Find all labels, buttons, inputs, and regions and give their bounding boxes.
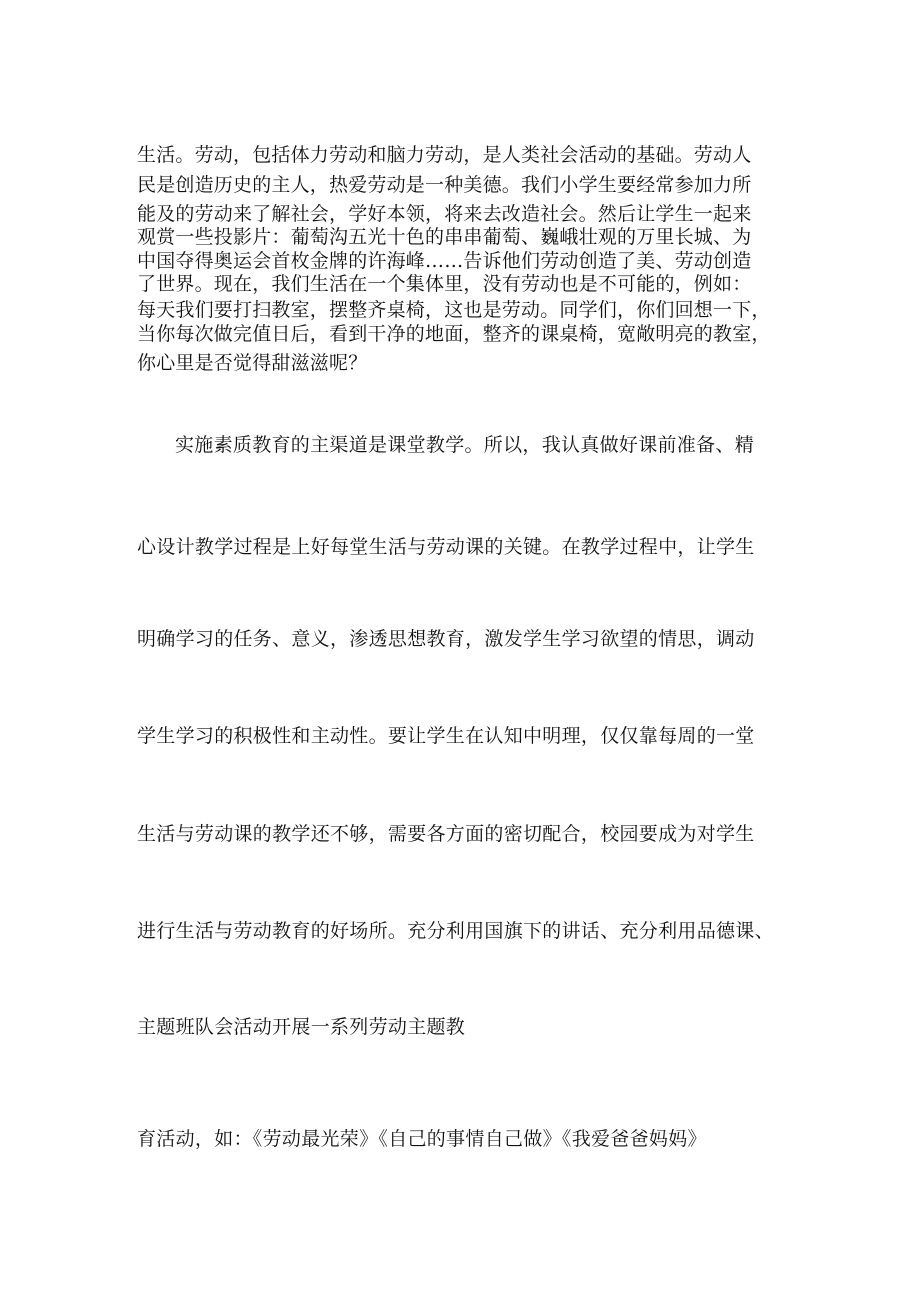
text-line: 心设计教学过程是上好每堂生活与劳动课的关键。在教学过程中，让学生 [137, 536, 755, 558]
text-line: 主题班队会活动开展一系列劳动主题教 [137, 1016, 466, 1038]
text-line: 每天我们要打扫教室，摆整齐桌椅，这也是劳动。同学们，你们回想一下， [137, 299, 771, 321]
text-line: 实施素质教育的主渠道是课堂教学。所以，我认真做好课前准备、精 [175, 434, 755, 456]
text-line: 中国夺得奥运会首枚金牌的许海峰……告诉他们劳动创造了美、劳动创造 [137, 250, 752, 272]
text-line: 学生学习的积极性和主动性。要让学生在认知中明理，仅仅靠每周的一堂 [137, 725, 755, 747]
text-line: 当你每次做完值日后，看到干净的地面，整齐的课桌椅，宽敞明亮的教室， [137, 323, 771, 345]
text-line: 民是创造历史的主人，热爱劳动是一种美德。我们小学生要经常参加力所 [137, 174, 752, 196]
text-line: 明确学习的任务、意义，渗透思想教育，激发学生学习欲望的情思，调动 [137, 628, 755, 650]
text-line: 进行生活与劳动教育的好场所。充分利用国旗下的讲话、充分利用品德课、 [137, 920, 774, 942]
text-line: 观赏一些投影片：葡萄沟五光十色的串串葡萄、巍峨壮观的万里长城、为 [137, 226, 752, 248]
text-line: 育活动，如：《劳动最光荣》《自己的事情自己做》《我爱爸爸妈妈》 [137, 1128, 707, 1150]
text-line: 你心里是否觉得甜滋滋呢？ [137, 352, 368, 374]
text-line: 生活与劳动课的教学还不够，需要各方面的密切配合，校园要成为对学生 [137, 823, 755, 845]
text-line: 了世界。现在，我们生活在一个集体里，没有劳动也是不可能的，例如： [137, 273, 752, 295]
text-line: 生活。劳动，包括体力劳动和脑力劳动，是人类社会活动的基础。劳动人 [137, 144, 752, 166]
text-line: 能及的劳动来了解社会，学好本领，将来去改造社会。然后让学生一起来 [137, 203, 752, 225]
